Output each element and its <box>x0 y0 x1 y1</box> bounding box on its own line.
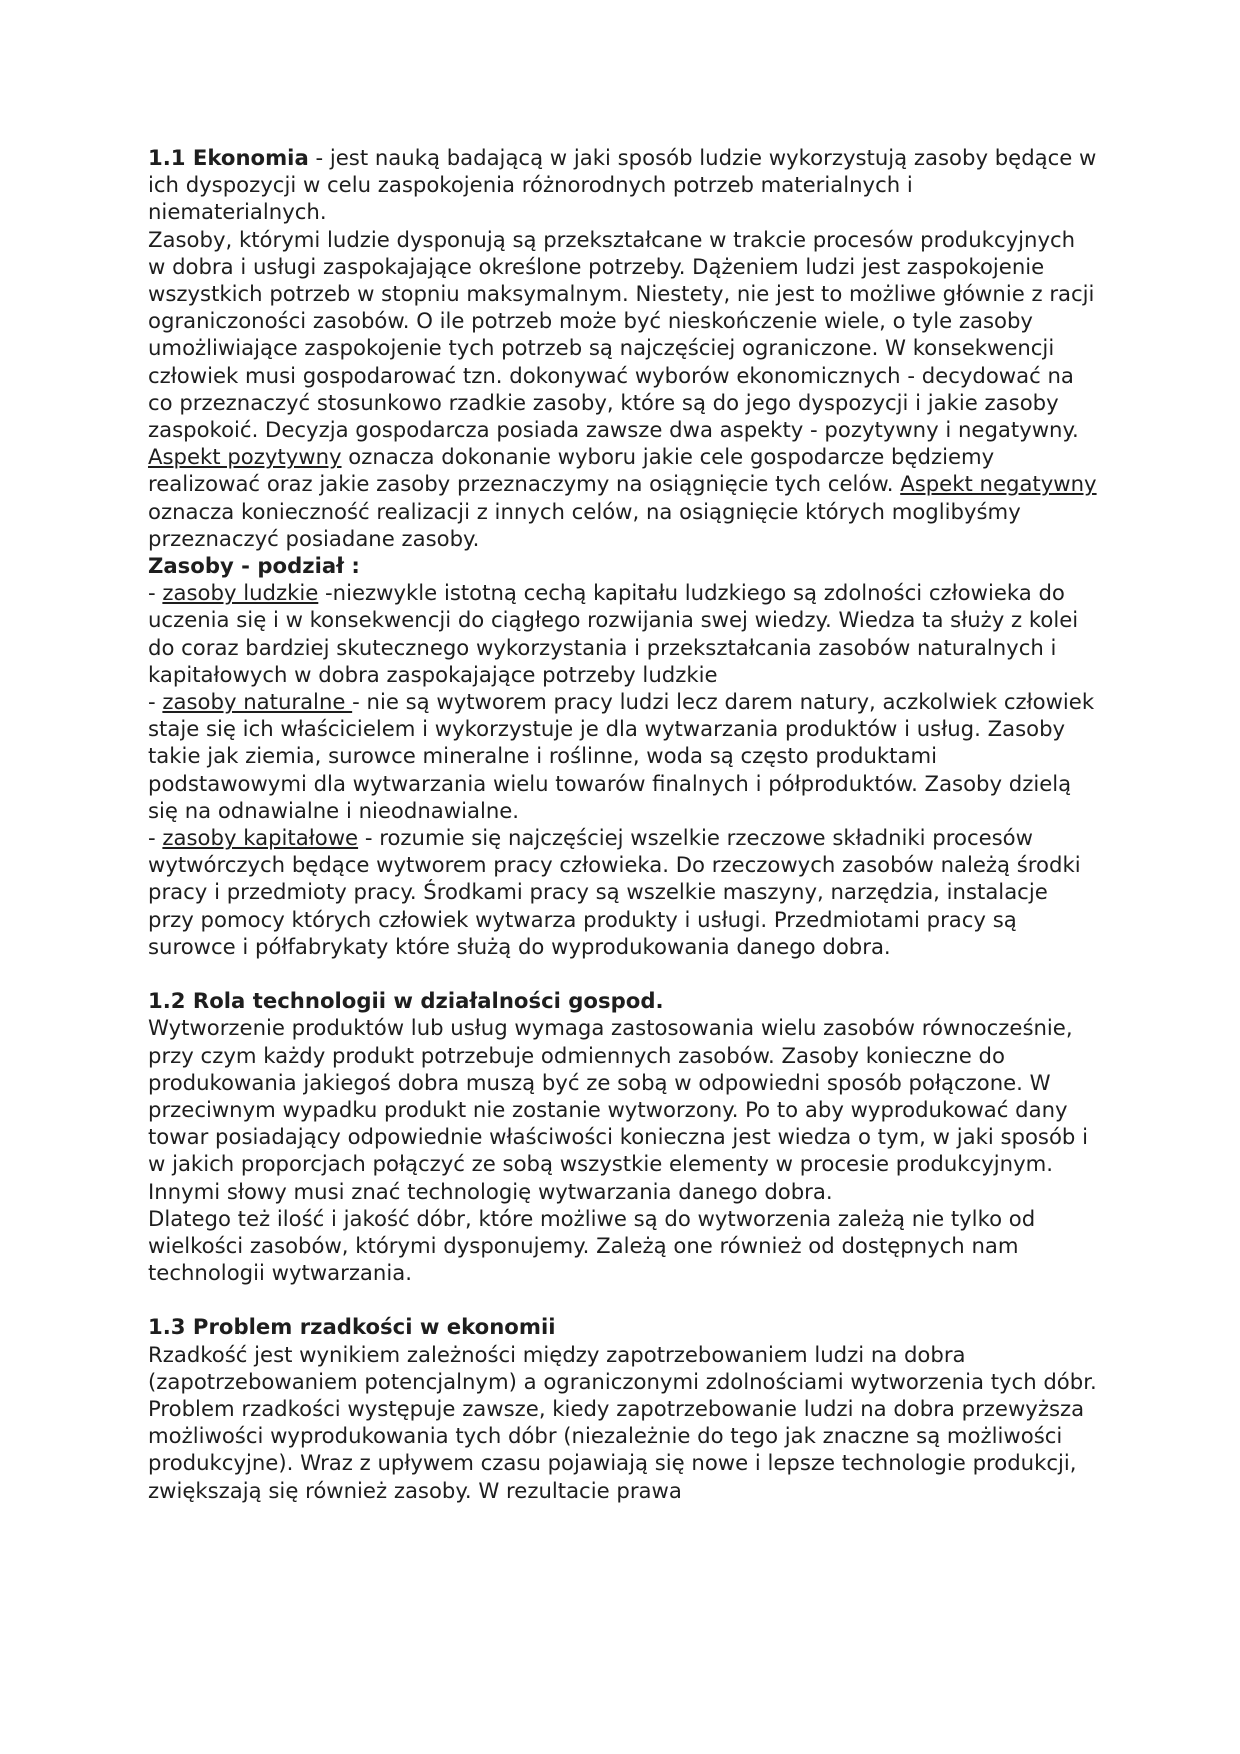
resources-heading-line <box>148 552 1098 579</box>
paragraph-text: Zasoby, którymi ludzie dysponują są przekształcane w trakcie procesów produkcyjnych w dobra i usługi zaspokajające określone potrzeby. Dążeniem ludzi jest zaspokojenie wszystkich potrzeb w stopniu maksymalnym. Niestety, nie jest to możliwe głównie z racji ograniczoności zasobów. O ile potrzeb może być nieskończenie wiele, o tyle zasoby umożliwiające zaspokojenie tych potrzeb są najczęściej ograniczone. W konsekwencji człowiek musi gospodarować tzn. dokonywać wyborów ekonomicznych - decydować na co przeznaczyć stosunkowo rzadkie zasoby, które są do jego dyspozycji i jakie zasoby zaspokoić. Decyzja gospodarcza posiada zawsze dwa aspekty - pozytywny i negatywny. <box>148 226 1095 443</box>
paragraph-gap <box>148 960 1098 987</box>
paragraph-text: oznacza dokonanie wyboru jakie cele gospodarcze będziemy realizować oraz jakie zasoby przeznaczymy na osiągnięcie tych celów. <box>148 444 995 497</box>
term-aspekt-pozytywny: Aspekt pozytywny <box>148 444 342 470</box>
list-dash: - <box>148 689 163 715</box>
section-2-paragraph-2: Dlatego też ilość i jakość dóbr, które możliwe są do wytworzenia zależą nie tylko od wielkości zasobów, którymi dysponujemy. Zależą one również od dostępnych nam technologii wytwarzania. <box>148 1205 1036 1286</box>
paragraph-text: - rozumie się najczęściej wszelkie rzeczowe składniki procesów wytwórczych będące wytworem pracy człowieka. Do rzeczowych zasobów należą środki pracy i przedmioty pracy. Środkami pracy są wszelkie maszyny, narzędzia, instalacje przy pomocy których człowiek wytwarza produkty i usługi. Przedmiotami pracy są surowce i półfabrykaty które służą do wyprodukowania danego dobra. <box>148 825 1081 959</box>
section-1-intro <box>148 144 1098 226</box>
term-zasoby-naturalne: zasoby naturalne <box>162 689 353 715</box>
term-zasoby-kapitalowe: zasoby kapitałowe <box>162 825 359 851</box>
paragraph-text: - nie są wytworem pracy ludzi lecz darem natury, aczkolwiek człowiek staje się ich właścicielem i wykorzystuje je dla wytwarzania produktów i usług. Zasoby takie jak ziemia, surowce mineralne i roślinne, woda są często produktami podstawowymi dla wytwarzania wielu towarów finalnych i półproduktów. Zasoby dzielą się na odnawialne i nieodnawialne. <box>148 689 1095 823</box>
resource-natural <box>148 688 1098 824</box>
section-1-paragraph-2 <box>148 226 1098 552</box>
paragraph-text: -niezwykle istotną cechą kapitału ludzkiego są zdolności człowieka do uczenia się i w konsekwencji do ciągłego rozwijania swej wiedzy. Wiedza ta służy z kolei do coraz bardziej skutecznego wykorzystania i przekształcania zasobów naturalnych i kapitałowych w dobra zaspokajające potrzeby ludzkie <box>148 580 1079 687</box>
section-2-heading: 1.2 Rola technologii w działalności gospod. <box>148 988 664 1014</box>
section-3-heading-line <box>148 1313 1098 1340</box>
paragraph-gap <box>148 1286 1098 1313</box>
section-3-paragraph-1: Rzadkość jest wynikiem zależności między zapotrzebowaniem ludzi na dobra (zapotrzebowaniem potencjalnym) a ograniczonymi zdolnościami wytworzenia tych dóbr. Problem rzadkości występuje zawsze, kiedy zapotrzebowanie ludzi na dobra przewyższa możliwości wyprodukowania tych dóbr (niezależnie do tego jak znaczne są możliwości produkcyjne). Wraz z upływem czasu pojawiają się nowe i lepsze technologie produkcji, zwiększają się również zasoby. W rezultacie prawa <box>148 1341 1097 1503</box>
resource-capital <box>148 824 1098 960</box>
section-1-heading: 1.1 Ekonomia <box>148 145 309 170</box>
section-2-heading-line <box>148 987 1098 1014</box>
list-dash: - <box>148 580 163 606</box>
resources-heading: Zasoby - podział : <box>148 553 360 579</box>
document-page <box>148 144 1098 1504</box>
section-2-paragraph-1: Wytworzenie produktów lub usług wymaga zastosowania wielu zasobów równocześnie, przy czym każdy produkt potrzebuje odmiennych zasobów. Zasoby konieczne do produkowania jakiegoś dobra muszą być ze sobą w odpowiedni sposób połączone. W przeciwnym wypadku produkt nie zostanie wytworzony. Po to aby wyprodukować dany towar posiadający odpowiednie właściwości konieczna jest wiedza o tym, w jaki sposób i w jakich proporcjach połączyć ze sobą wszystkie elementy w procesie produkcyjnym. Innymi słowy musi znać technologię wytwarzania danego dobra. <box>148 1015 1088 1204</box>
section-3-heading: 1.3 Problem rzadkości w ekonomii <box>148 1314 556 1340</box>
paragraph-text: oznacza konieczność realizacji z innych celów, na osiągnięcie których moglibyśmy przeznaczyć posiadane zasoby. <box>148 498 1021 551</box>
list-dash: - <box>148 825 163 851</box>
resource-human <box>148 579 1098 688</box>
section-1-intro-text: - jest nauką badającą w jaki sposób ludzie wykorzystują zasoby będące w ich dyspozycji w celu zaspokojenia różnorodnych potrzeb materialnych i niematerialnych. <box>148 145 1097 225</box>
term-aspekt-negatywny: Aspekt negatywny <box>900 471 1097 497</box>
term-zasoby-ludzkie: zasoby ludzkie <box>162 580 319 606</box>
